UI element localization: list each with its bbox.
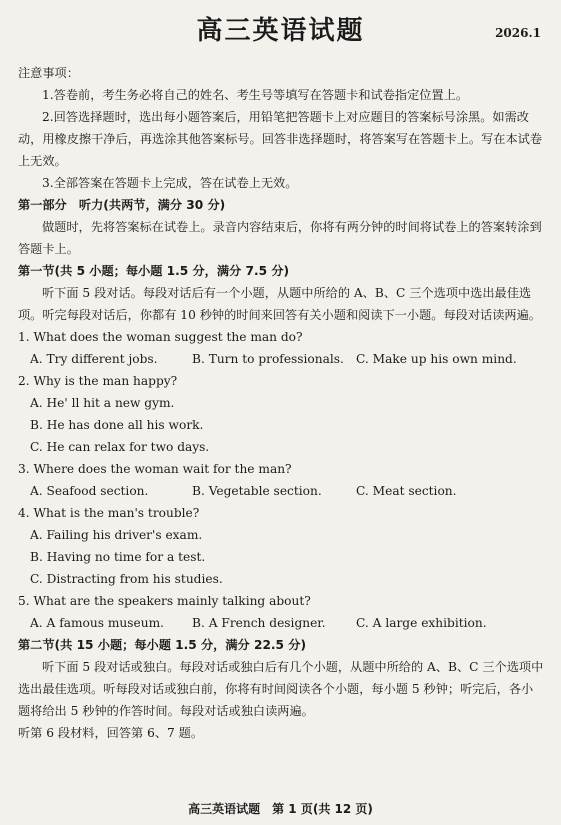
question-5-options	[18, 612, 544, 634]
question-3: 3. Where does the woman wait for the man?	[18, 462, 292, 476]
option-c: C. Make up his own mind.	[356, 352, 517, 366]
question-5: 5. What are the speakers mainly talking about?	[18, 594, 311, 608]
notice-item-2: 2.回答选择题时，选出每小题答案后，用铅笔把答题卡上对应题目的答案标号涂黑。如需改动，用橡皮擦干净后，再选涂其他答案标号。回答非选择题时，将答案写在答题卡上。写在本试卷上无效。	[18, 110, 543, 168]
notice-label: 注意事项：	[18, 66, 79, 80]
question-4: 4. What is the man's trouble?	[18, 506, 200, 520]
option-b: B. A French designer.	[192, 616, 326, 630]
section2-intro: 听下面 5 段对话或独白。每段对话或独白后有几个小题，从题中所给的 A、B、C 三个选项中选出最佳选项。听每段对话或独白前，你将有时间阅读各个小题，每小题 5 秒钟；听完后，各小题将给出 5 秒钟的作答时间。每段对话或独白读两遍。	[18, 660, 544, 718]
section1-intro: 听下面 5 段对话。每段对话后有一个小题，从题中所给的 A、B、C 三个选项中选出最佳选项。听完每段对话后，你都有 10 秒钟的时间来回答有关小题和阅读下一小题。每段对话读两遍。	[18, 286, 541, 322]
page-footer: 高三英语试题 第 1 页(共 12 页)	[188, 802, 373, 816]
part1-heading: 第一部分 听力(共两节，满分 30 分)	[18, 198, 226, 212]
question-1-options	[18, 348, 544, 370]
question-2: 2. Why is the man happy?	[18, 374, 178, 388]
notice-item-3: 3.全部答案在答题卡上完成，答在试卷上无效。	[42, 176, 298, 190]
option-c: C. He can relax for two days.	[30, 440, 210, 454]
option-b: B. Having no time for a test.	[30, 550, 206, 564]
option-c: C. A large exhibition.	[356, 616, 487, 630]
option-a: A. He' ll hit a new gym.	[30, 396, 175, 410]
exam-body	[18, 62, 544, 744]
option-c: C. Distracting from his studies.	[30, 572, 223, 586]
option-c: C. Meat section.	[356, 484, 457, 498]
option-b: B. He has done all his work.	[30, 418, 204, 432]
option-a: A. A famous museum.	[30, 616, 165, 630]
part1-intro: 做题时，先将答案标在试卷上。录音内容结束后，你将有两分钟的时间将试卷上的答案转涂到答题卡上。	[18, 220, 542, 256]
header	[0, 8, 561, 48]
material-instruction: 听第 6 段材料，回答第 6、7 题。	[18, 726, 204, 740]
question-1: 1. What does the woman suggest the man do?	[18, 330, 303, 344]
option-a: A. Seafood section.	[30, 484, 149, 498]
exam-date: 2026.1	[495, 26, 541, 40]
option-b: B. Vegetable section.	[192, 484, 322, 498]
section1-heading: 第一节(共 5 小题；每小题 1.5 分，满分 7.5 分)	[18, 264, 290, 278]
option-b: B. Turn to professionals.	[192, 352, 344, 366]
option-a: A. Failing his driver's exam.	[30, 528, 203, 542]
notice-item-1: 1.答卷前，考生务必将自己的姓名、考生号等填写在答题卡和试卷指定位置上。	[42, 88, 469, 102]
option-a: A. Try different jobs.	[30, 352, 158, 366]
question-3-options	[18, 480, 544, 502]
section2-heading: 第二节(共 15 小题；每小题 1.5 分，满分 22.5 分)	[18, 638, 307, 652]
page-title: 高三英语试题	[196, 16, 365, 46]
